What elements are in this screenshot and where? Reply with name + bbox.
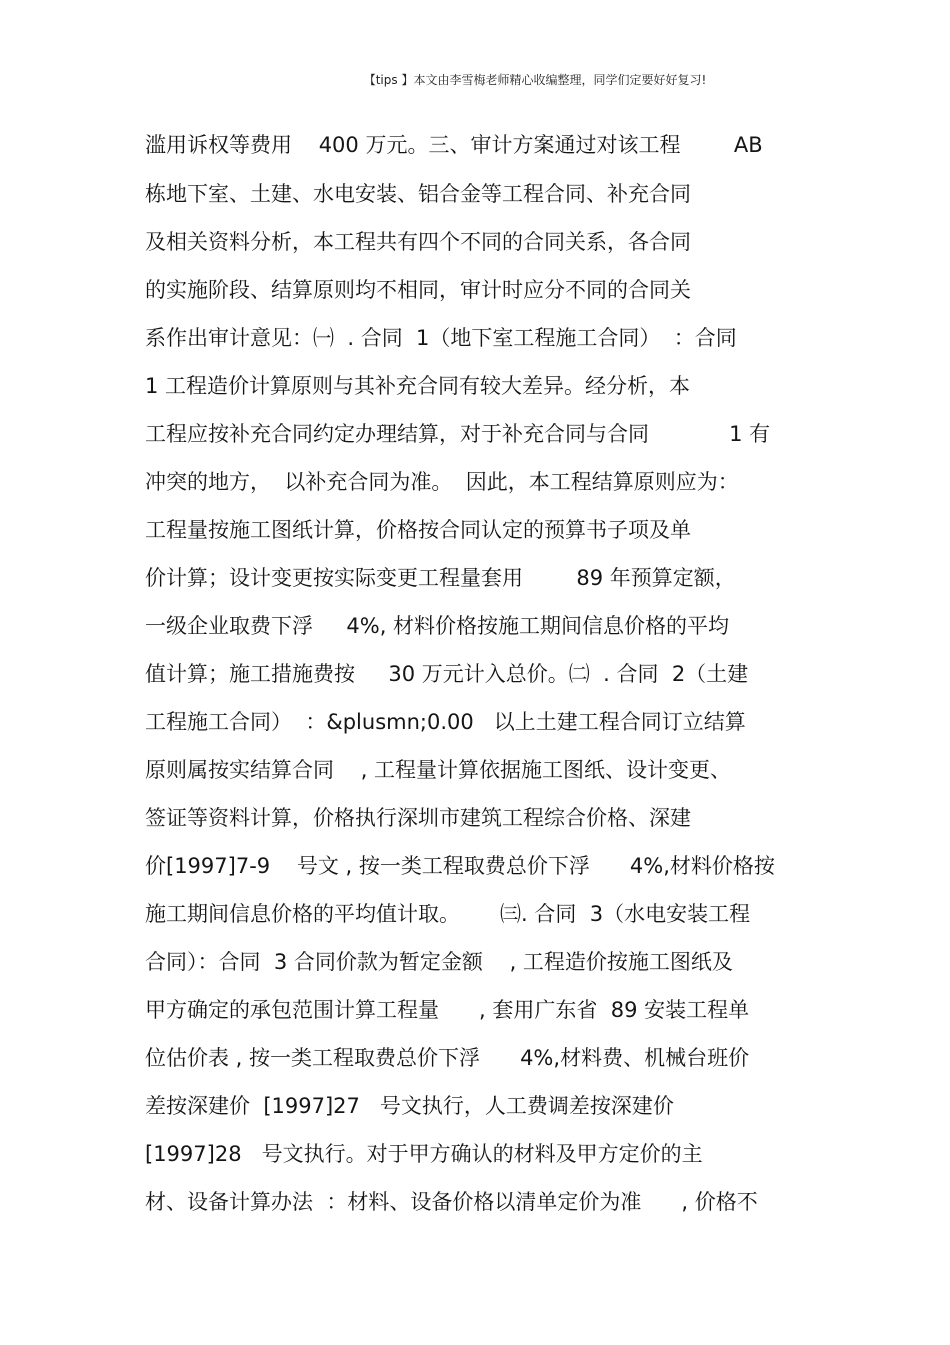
text-line: [1997]28 号文执行。对于甲方确认的材料及甲方定价的主 <box>145 1142 703 1166</box>
text-line: 材、设备计算办法 ：材料、设备价格以清单定价为准 , 价格不 <box>145 1190 758 1214</box>
text-line: 签证等资料计算，价格执行深圳市建筑工程综合价格、深建 <box>145 806 691 830</box>
text-line: 价计算；设计变更按实际变更工程量套用 89 年预算定额， <box>145 566 736 590</box>
text-line: 甲方确定的承包范围计算工程量 , 套用广东省 89 安装工程单 <box>145 998 750 1022</box>
text-line: 差按深建价 [1997]27 号文执行，人工费调差按深建价 <box>145 1094 674 1118</box>
text-line: 一级企业取费下浮 4%, 材料价格按施工期间信息价格的平均 <box>145 614 730 638</box>
page-header-tip <box>0 71 950 88</box>
text-line: 滥用诉权等费用 400 万元。三、审计方案通过对该工程 AB <box>145 133 763 157</box>
text-line: 工程应按补充合同约定办理结算，对于补充合同与合同 1 有 <box>145 422 771 446</box>
text-line: 1 工程造价计算原则与其补充合同有较大差异。经分析，本 <box>145 374 691 398</box>
text-line: 及相关资料分析，本工程共有四个不同的合同关系，各合同 <box>145 230 691 254</box>
text-line: 的实施阶段、结算原则均不相同，审计时应分不同的合同关 <box>145 278 691 302</box>
text-line: 合同）：合同 3 合同价款为暂定金额 , 工程造价按施工图纸及 <box>145 950 733 974</box>
header-tip-text: 【tips 】本文由李雪梅老师精心收编整理，同学们定要好好复习! <box>363 73 707 87</box>
text-line: 冲突的地方， 以补充合同为准。 因此，本工程结算原则应为： <box>145 470 739 494</box>
text-line: 位估价表 , 按一类工程取费总价下浮 4%,材料费、机械台班价 <box>145 1046 750 1070</box>
text-line: 工程量按施工图纸计算，价格按合同认定的预算书子项及单 <box>145 518 691 542</box>
text-line: 原则属按实结算合同 , 工程量计算依据施工图纸、设计变更、 <box>145 758 732 782</box>
text-line: 值计算；施工措施费按 30 万元计入总价。㈡ . 合同 2（土建 <box>145 662 749 686</box>
text-line: 工程施工合同） ：&plusmn;0.00 以上土建工程合同订立结算 <box>145 710 746 734</box>
text-line: 施工期间信息价格的平均值计取。 ㈢. 合同 3（水电安装工程 <box>145 902 751 926</box>
text-line: 栋地下室、土建、水电安装、铝合金等工程合同、补充合同 <box>145 182 691 206</box>
text-line: 价[1997]7-9 号文 , 按一类工程取费总价下浮 4%,材料价格按 <box>145 854 775 878</box>
text-line: 系作出审计意见：㈠ . 合同 1（地下室工程施工合同） ：合同 <box>145 326 737 350</box>
